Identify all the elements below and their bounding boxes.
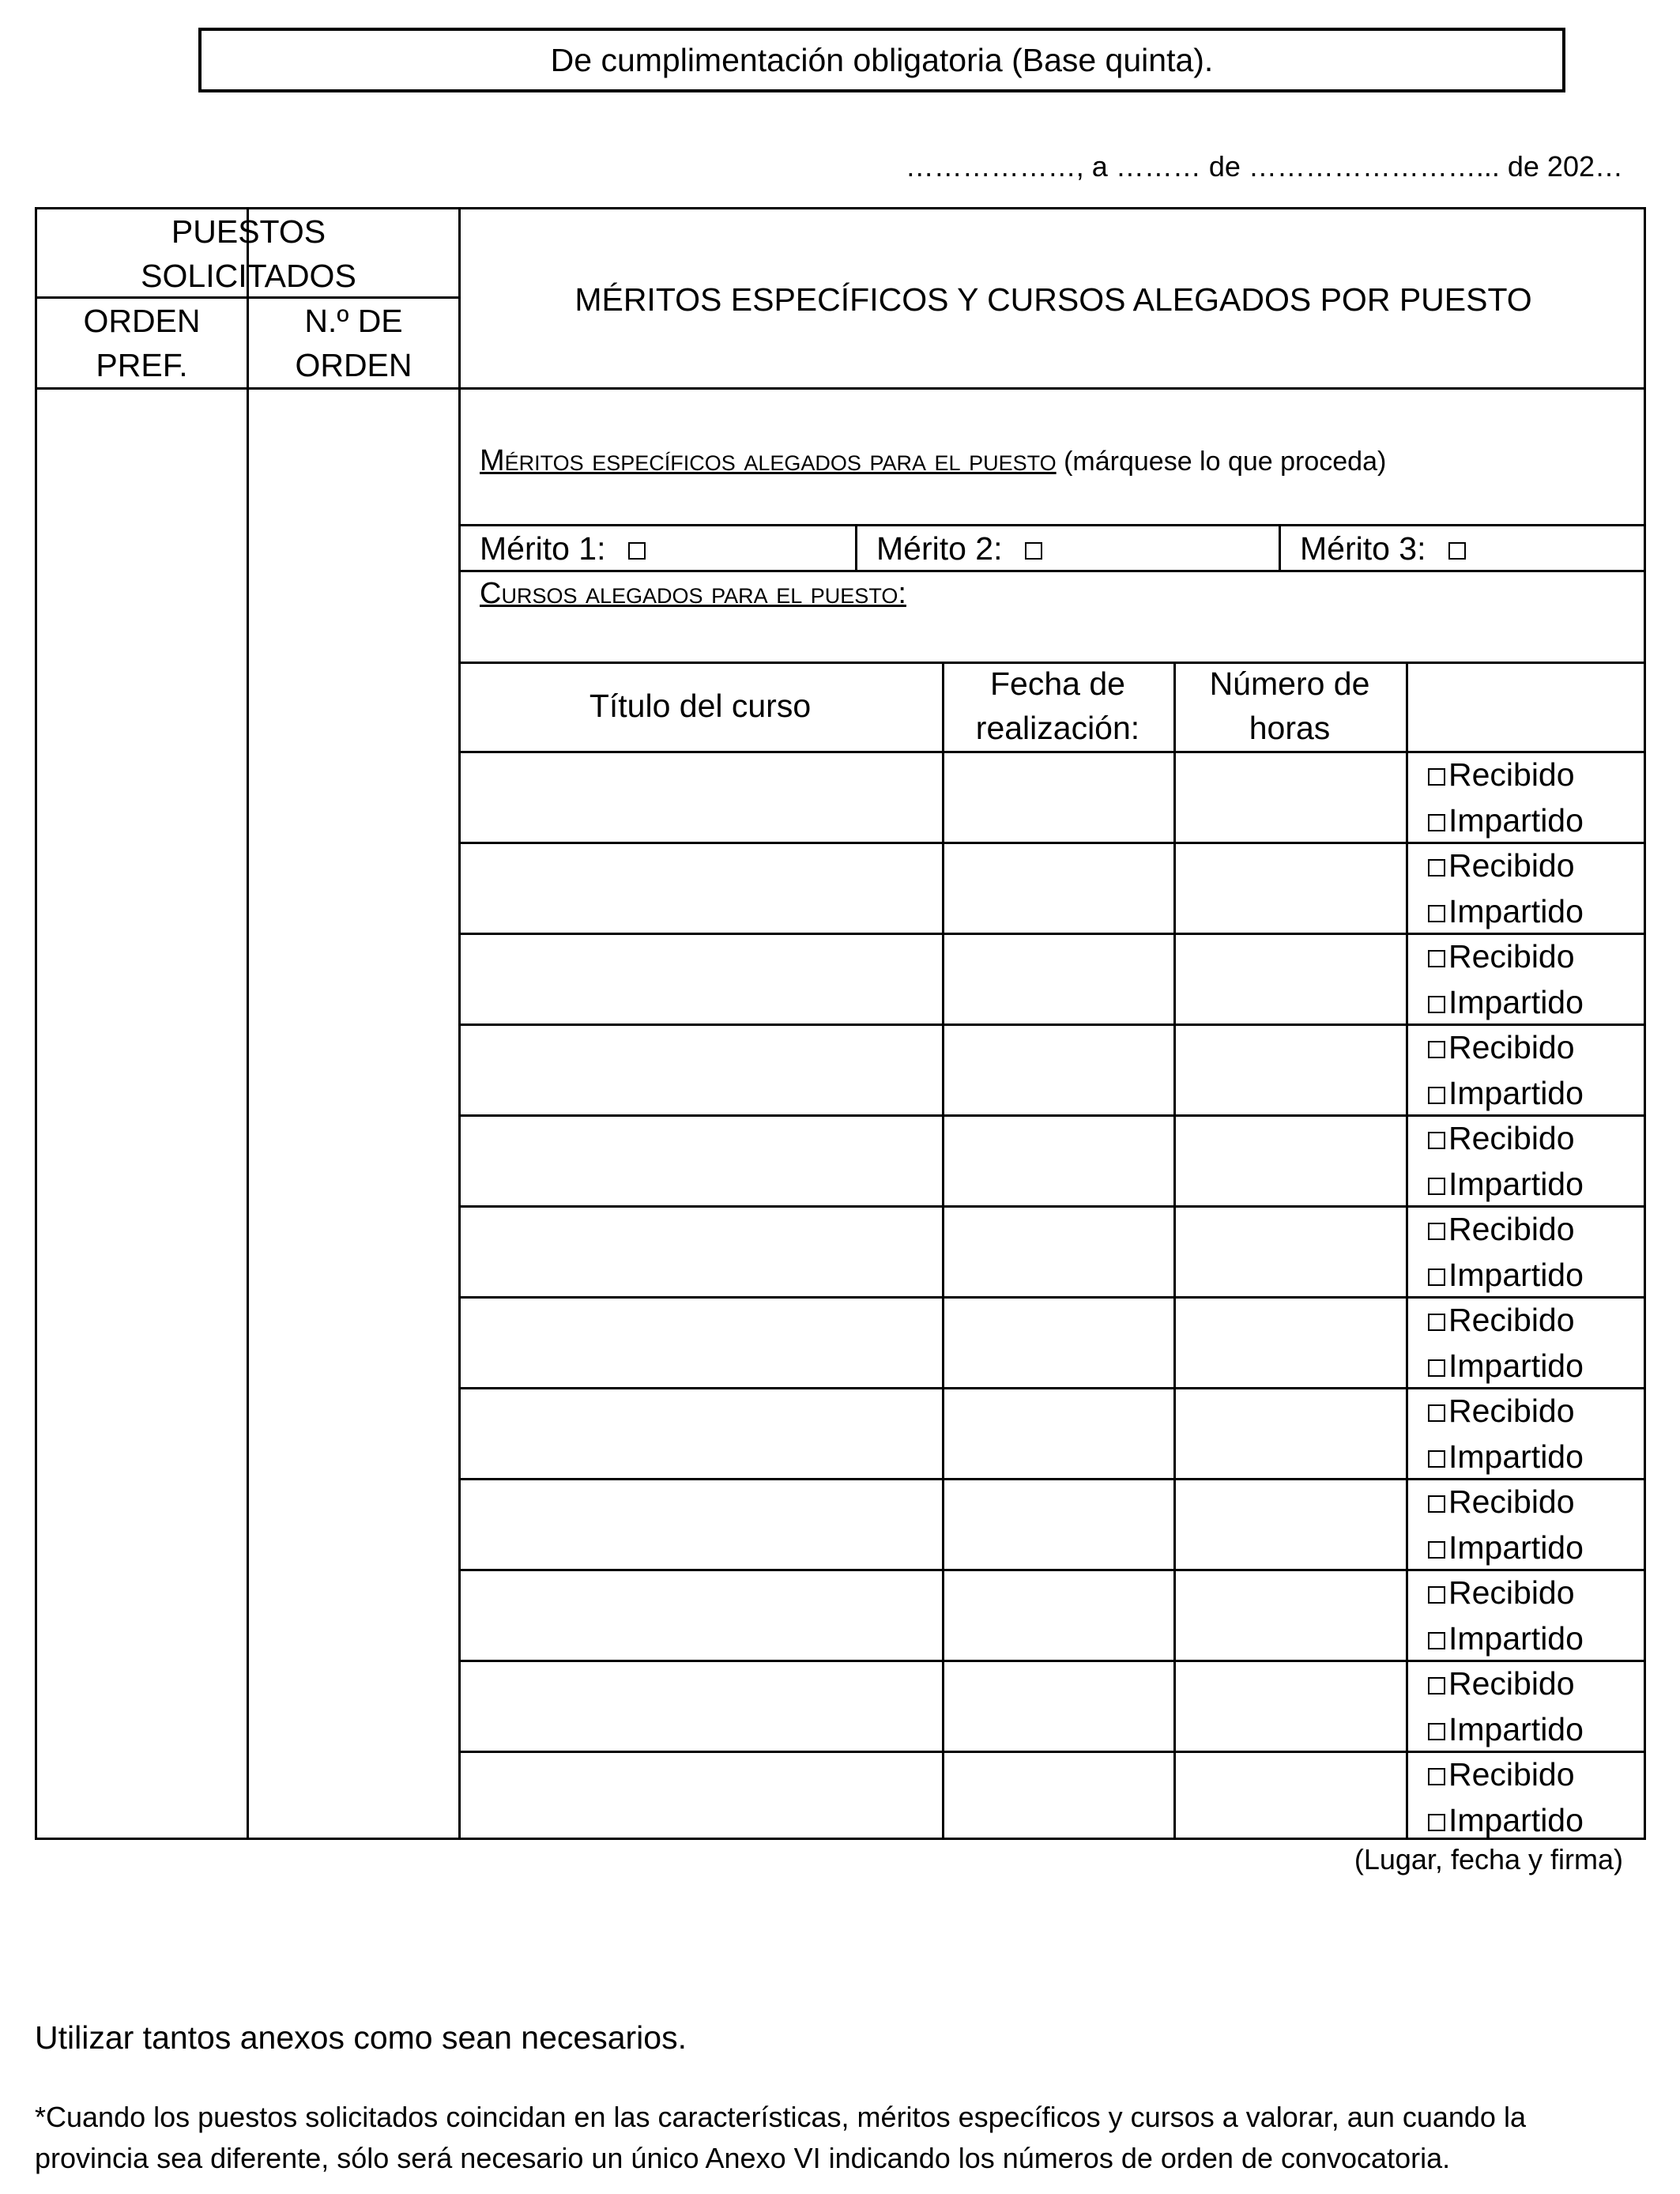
option-label: Recibido — [1448, 1211, 1575, 1247]
course-row — [458, 1569, 1646, 1660]
merit-1[interactable]: Mérito 1: — [480, 526, 646, 571]
option-label: Impartido — [1448, 802, 1584, 839]
meritos-label: Méritos específicos alegados para el puesto (márquese lo que proceda) — [480, 444, 1387, 477]
option-label: Impartido — [1448, 984, 1584, 1020]
checkbox-icon[interactable] — [1428, 1178, 1445, 1195]
course-row — [458, 1387, 1646, 1478]
divider — [37, 387, 1646, 390]
course-option-recibido[interactable] — [1428, 1661, 1575, 1706]
checkbox-icon[interactable] — [1428, 1495, 1445, 1513]
course-option-impartido[interactable] — [1428, 889, 1584, 933]
mandatory-notice-text: De cumplimentación obligatoria (Base quinta). — [550, 41, 1214, 78]
course-row — [458, 933, 1646, 1023]
course-option-impartido[interactable] — [1428, 1707, 1584, 1751]
option-label: Recibido — [1448, 1029, 1575, 1065]
option-label: Recibido — [1448, 1120, 1575, 1156]
checkbox-icon[interactable] — [1428, 1768, 1445, 1785]
course-option-recibido[interactable] — [1428, 1025, 1575, 1069]
course-row — [458, 1023, 1646, 1114]
checkbox-icon[interactable] — [1428, 1723, 1445, 1740]
puestos-solicitados-header: PUESTOS SOLICITADOS — [141, 213, 356, 294]
option-label: Recibido — [1448, 1574, 1575, 1611]
option-label: Recibido — [1448, 938, 1575, 974]
orden-pref-header: ORDEN PREF. — [83, 303, 201, 383]
course-option-impartido[interactable] — [1428, 1253, 1584, 1297]
course-row — [458, 1114, 1646, 1205]
course-row — [458, 1660, 1646, 1751]
checkbox-icon[interactable] — [1428, 1632, 1445, 1649]
checkbox-icon[interactable] — [1428, 1677, 1445, 1695]
checkbox-icon[interactable] — [1428, 950, 1445, 967]
course-option-recibido[interactable] — [1428, 1207, 1575, 1251]
divider — [247, 209, 249, 1840]
checkbox-icon[interactable] — [1428, 1586, 1445, 1604]
course-row — [458, 1205, 1646, 1296]
divider — [1279, 524, 1281, 571]
option-label: Recibido — [1448, 1665, 1575, 1702]
merit-3[interactable]: Mérito 3: — [1300, 526, 1466, 571]
course-option-impartido[interactable] — [1428, 1344, 1584, 1388]
option-label: Recibido — [1448, 1756, 1575, 1793]
checkbox-icon[interactable] — [1428, 1041, 1445, 1058]
footer-note-1: Utilizar tantos anexos como sean necesarios. — [35, 2019, 687, 2056]
option-label: Impartido — [1448, 1529, 1584, 1566]
course-option-impartido[interactable] — [1428, 980, 1584, 1024]
checkbox-icon[interactable] — [1428, 859, 1445, 876]
mandatory-notice-box — [198, 28, 1565, 92]
course-option-impartido[interactable] — [1428, 1616, 1584, 1661]
course-option-recibido[interactable] — [1428, 1752, 1575, 1796]
cursos-label: Cursos alegados para el puesto: — [480, 577, 906, 610]
option-label: Impartido — [1448, 1620, 1584, 1657]
option-label: Impartido — [1448, 1075, 1584, 1111]
checkbox-icon[interactable] — [1428, 1269, 1445, 1286]
option-label: Recibido — [1448, 1483, 1575, 1520]
course-option-recibido[interactable] — [1428, 843, 1575, 888]
course-option-recibido[interactable] — [1428, 1570, 1575, 1615]
option-label: Recibido — [1448, 1302, 1575, 1338]
option-label: Recibido — [1448, 847, 1575, 884]
option-label: Impartido — [1448, 1711, 1584, 1747]
checkbox-icon[interactable] — [1428, 1132, 1445, 1149]
course-row — [458, 1751, 1646, 1842]
checkbox-icon[interactable] — [1428, 1541, 1445, 1559]
course-row — [458, 1296, 1646, 1387]
course-col-header-1: Fecha de realización: — [975, 665, 1140, 746]
course-grid — [458, 662, 1646, 1840]
course-col-header-0: Título del curso — [589, 688, 812, 724]
course-option-recibido[interactable] — [1428, 934, 1575, 978]
option-label: Impartido — [1448, 1257, 1584, 1293]
option-label: Recibido — [1448, 756, 1575, 793]
checkbox-icon[interactable] — [1428, 1359, 1445, 1377]
divider — [855, 524, 857, 571]
checkbox-icon[interactable] — [1428, 814, 1445, 831]
num-orden-header: N.º DE ORDEN — [295, 303, 412, 383]
course-row — [458, 1478, 1646, 1569]
course-option-recibido[interactable] — [1428, 1116, 1575, 1160]
course-row — [458, 842, 1646, 933]
main-header: MÉRITOS ESPECÍFICOS Y CURSOS ALEGADOS POR PUESTO — [574, 281, 1532, 318]
checkbox-icon[interactable] — [1428, 1814, 1445, 1831]
checkbox-icon[interactable] — [1428, 1404, 1445, 1422]
course-option-recibido[interactable] — [1428, 1480, 1575, 1524]
checkbox-icon[interactable] — [1428, 1087, 1445, 1104]
footer-note-2: *Cuando los puestos solicitados coincidan en las características, méritos específicos y cursos a valorar, aun cuando la provincia sea diferente, sólo será necesario un único Anexo VI indicando los números de orden de convocatoria. — [35, 2101, 1526, 2174]
checkbox-icon[interactable] — [1428, 1314, 1445, 1331]
checkbox-icon[interactable] — [1428, 768, 1445, 786]
course-option-impartido[interactable] — [1428, 1525, 1584, 1570]
checkbox-icon[interactable] — [1428, 1450, 1445, 1468]
course-option-impartido[interactable] — [1428, 1434, 1584, 1479]
course-option-recibido[interactable] — [1428, 1298, 1575, 1342]
merit-3-checkbox[interactable] — [1448, 542, 1466, 560]
signature-caption: (Lugar, fecha y firma) — [1354, 1843, 1623, 1875]
option-label: Impartido — [1448, 893, 1584, 929]
course-option-recibido[interactable] — [1428, 1389, 1575, 1433]
option-label: Impartido — [1448, 1348, 1584, 1384]
merit-2-checkbox[interactable] — [1025, 542, 1042, 560]
application-table — [35, 207, 1646, 1840]
course-option-impartido[interactable] — [1428, 1071, 1584, 1115]
checkbox-icon[interactable] — [1428, 996, 1445, 1013]
course-col-header-2: Número de horas — [1209, 665, 1370, 746]
option-label: Impartido — [1448, 1166, 1584, 1202]
option-label: Impartido — [1448, 1438, 1584, 1475]
course-row — [458, 751, 1646, 842]
place-date-line[interactable]: ………………, a ……… de ……………………... de 202… — [905, 150, 1623, 183]
course-option-recibido[interactable] — [1428, 752, 1575, 797]
course-option-impartido[interactable] — [1428, 1162, 1584, 1206]
merit-2[interactable]: Mérito 2: — [876, 526, 1042, 571]
course-option-impartido[interactable] — [1428, 798, 1584, 843]
checkbox-icon[interactable] — [1428, 905, 1445, 922]
course-option-impartido[interactable] — [1428, 1798, 1584, 1842]
option-label: Recibido — [1448, 1393, 1575, 1429]
merit-1-checkbox[interactable] — [628, 542, 646, 560]
option-label: Impartido — [1448, 1802, 1584, 1838]
checkbox-icon[interactable] — [1428, 1223, 1445, 1240]
